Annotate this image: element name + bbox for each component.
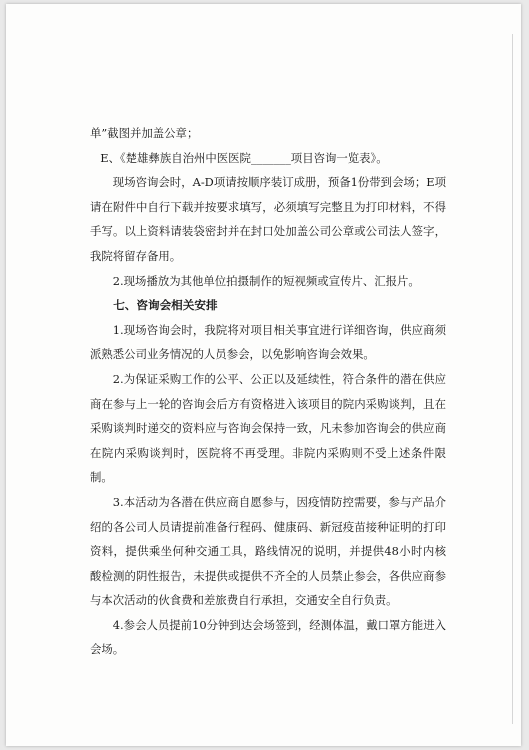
- paragraph-video: 2.现场播放为其他单位拍摄制作的短视频或宣传片、汇报片。: [112, 273, 420, 288]
- document-page: [6, 4, 521, 746]
- paragraph-arrangement-2: 2.为保证采购工作的公平、公正以及延续性，符合条件的潜在供应商在参与上一轮的咨询会后方有资格进入该项目的院内采购谈判，且在采购谈判时递交的资料应与咨询会保持一致，凡未参加咨询会的供应商在院内采购谈判时，医院将不再受理。非院内采购则不受上述条件限制。: [90, 371, 446, 485]
- paragraph-item-e: E、《楚雄彝族自治州中医医院_______项目咨询一览表》。: [100, 150, 388, 165]
- paragraph-onsite-materials: 现场咨询会时，A-D项请按顺序装订成册，预备1份带到会场；E项请在附件中自行下载并按要求填写，必须填写完整且为打印材料，不得手写。以上资料请装袋密封并在封口处加盖公司公章或公司法人签字，我院将留存备用。: [90, 175, 446, 263]
- page-edge-line: [512, 34, 513, 724]
- paragraph-arrangement-1: 1.现场咨询会时，我院将对项目相关事宜进行详细咨询，供应商须派熟悉公司业务情况的人员参会，以免影响咨询会效果。: [90, 322, 446, 362]
- paragraph-arrangement-3: 3.本活动为各潜在供应商自愿参与，因疫情防控需要，参与产品介绍的各公司人员请提前准备行程码、健康码、新冠疫苗接种证明的打印资料，提供乘坐何种交通工具，路线情况的说明，并提供48小时内核酸检测的阴性报告，未提供或提供不齐全的人员禁止参会，各供应商参与本次活动的伙食费和差旅费自行承担，交通安全自行负责。: [90, 494, 446, 608]
- paragraph-continuation: 单”截图并加盖公章；: [90, 126, 199, 140]
- paragraph-arrangement-4: 4.参会人员提前10分钟到达会场签到，经测体温，戴口罩方能进入会场。: [90, 617, 446, 657]
- document-body: [90, 121, 446, 662]
- section-heading-7: 七、咨询会相关安排: [113, 298, 218, 313]
